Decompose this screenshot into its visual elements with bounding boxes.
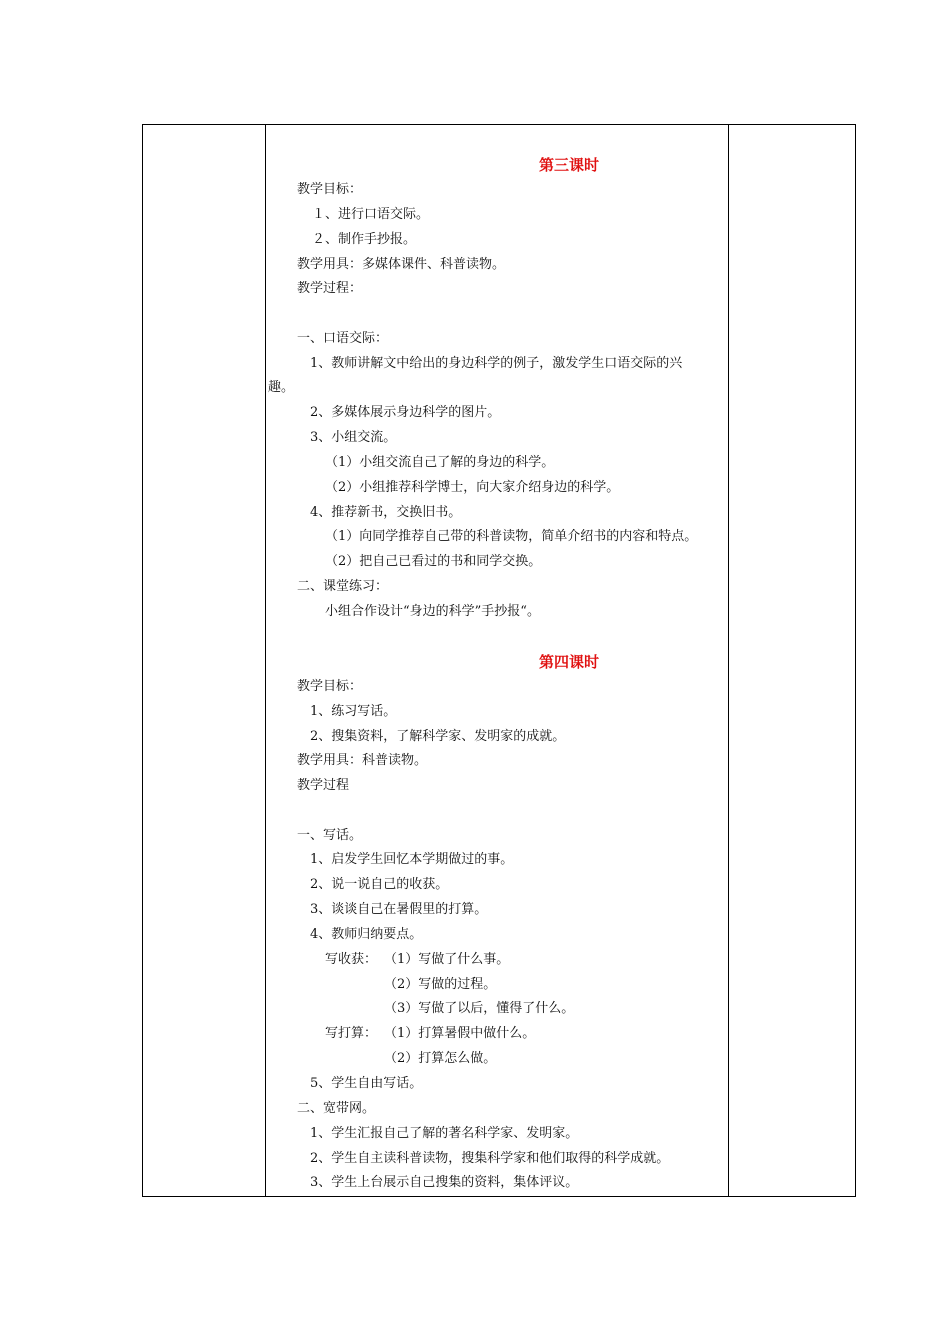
lesson3-goal-1: １、进行口语交际。 (312, 207, 430, 222)
lesson3-part2-text: 小组合作设计“身边的科学”手抄报“。 (325, 604, 540, 619)
lesson4-part2-title: 二、宽带网。 (297, 1101, 376, 1116)
lesson4-plan-label: 写打算： (325, 1026, 378, 1041)
lesson3-goal-2: ２、制作手抄报。 (312, 232, 417, 247)
lesson3-step4-1: （1）向同学推荐自己带的科普读物，简单介绍书的内容和特点。 (325, 529, 698, 544)
lesson4-step4: 4、教师归纳要点。 (310, 927, 423, 942)
lesson4-part2-2: 2、学生自主读科普读物，搜集科学家和他们取得的科学成就。 (310, 1151, 670, 1166)
lesson3-title: 第三课时 (539, 156, 600, 174)
lesson4-step2: 2、说一说自己的收获。 (310, 877, 449, 892)
lesson3-goal-label: 教学目标： (297, 182, 363, 197)
lesson4-step5: 5、学生自由写话。 (310, 1076, 423, 1091)
lesson4-goal-label: 教学目标： (297, 679, 363, 694)
lesson-plan-table (142, 124, 856, 1197)
lesson4-plan-1: （1）打算暑假中做什么。 (384, 1026, 536, 1041)
lesson3-step3: 3、小组交流。 (310, 430, 397, 445)
lesson3-step1-b: 趣。 (268, 380, 295, 395)
lesson4-harvest-3: （3）写做了以后，懂得了什么。 (384, 1001, 575, 1016)
lesson4-step3: 3、谈谈自己在暑假里的打算。 (310, 902, 488, 917)
lesson3-step1-a: 1、教师讲解文中给出的身边科学的例子，激发学生口语交际的兴 (310, 356, 683, 371)
lesson3-part1-title: 一、口语交际： (297, 331, 389, 346)
lesson-content-cell (266, 125, 728, 1196)
lesson4-goal-2: 2、搜集资料，了解科学家、发明家的成就。 (310, 729, 566, 744)
lesson4-process-label: 教学过程 (297, 778, 350, 793)
lesson4-harvest-2: （2）写做的过程。 (384, 977, 497, 992)
lesson4-part2-1: 1、学生汇报自己了解的著名科学家、发明家。 (310, 1126, 579, 1141)
lesson3-step3-1: （1）小组交流自己了解的身边的科学。 (325, 455, 555, 470)
lesson3-part2-title: 二、课堂练习： (297, 579, 389, 594)
lesson3-process-label: 教学过程： (297, 281, 363, 296)
lesson4-goal-1: 1、练习写话。 (310, 704, 397, 719)
lesson4-part2-3: 3、学生上台展示自己搜集的资料，集体评议。 (310, 1175, 579, 1190)
lesson4-tools: 教学用具：科普读物。 (297, 753, 428, 768)
lesson4-harvest-label: 写收获： (325, 952, 378, 967)
lesson3-tools: 教学用具：多媒体课件、科普读物。 (297, 257, 506, 272)
lesson4-harvest-1: （1）写做了什么事。 (384, 952, 510, 967)
lesson3-step4: 4、推荐新书，交换旧书。 (310, 505, 462, 520)
lesson4-step1: 1、启发学生回忆本学期做过的事。 (310, 852, 514, 867)
lesson3-step4-2: （2）把自己已看过的书和同学交换。 (325, 554, 542, 569)
lesson3-step3-2: （2）小组推荐科学博士，向大家介绍身边的科学。 (325, 480, 620, 495)
lesson3-step2: 2、多媒体展示身边科学的图片。 (310, 405, 501, 420)
lesson4-title: 第四课时 (539, 653, 600, 671)
lesson4-plan-2: （2）打算怎么做。 (384, 1051, 497, 1066)
lesson4-part1-title: 一、写话。 (297, 828, 363, 843)
column-divider-right (728, 125, 729, 1196)
